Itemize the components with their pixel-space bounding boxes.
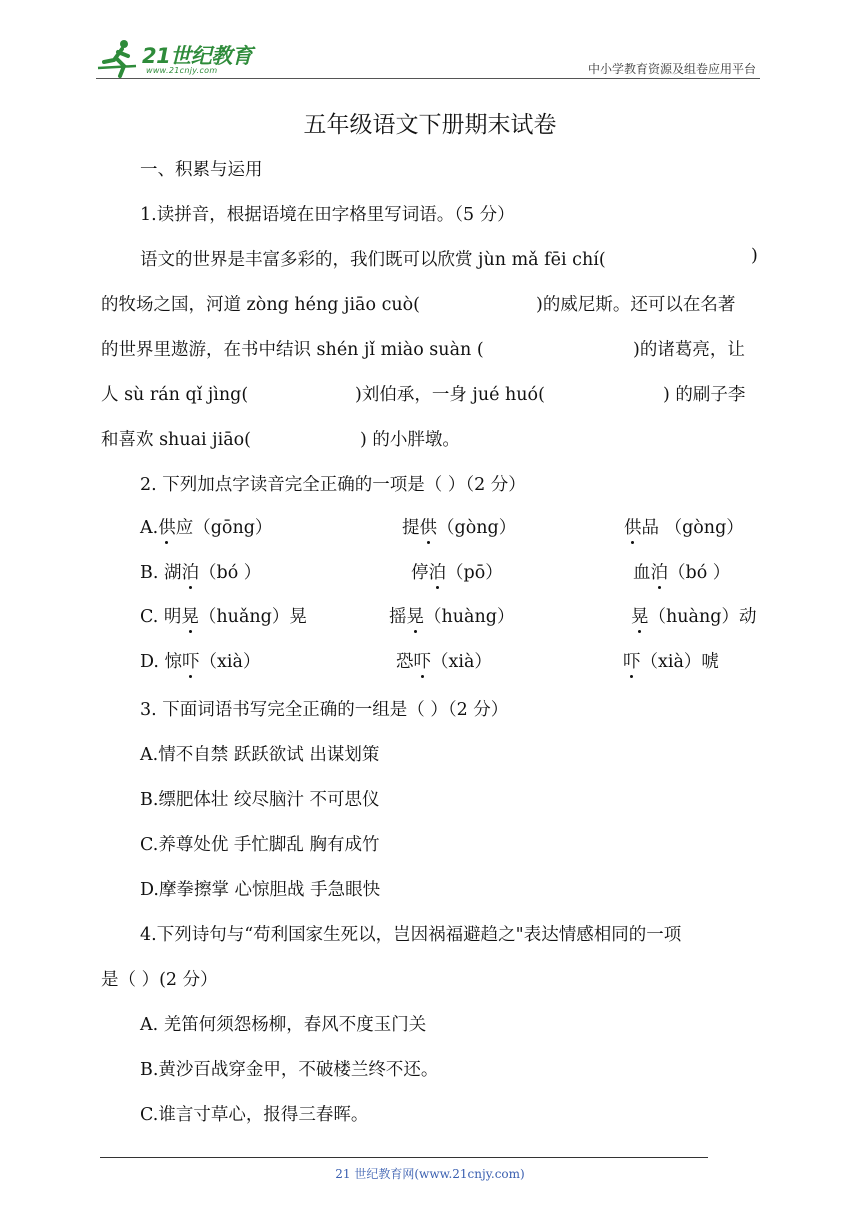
q2-option-b-2: 停泊（pō） [411, 559, 503, 584]
site-logo [96, 38, 266, 80]
q2-option-b-3: 血泊（bó ） [633, 559, 730, 584]
q4-option-b: B.黄沙百战穿金甲，不破楼兰终不还。 [140, 1060, 439, 1080]
q2-option-b-1: B. 湖泊（bó ） [140, 559, 261, 584]
q1-line-1-text: 语文的世界是丰富多彩的，我们既可以欣赏 jùn mǎ fēi chí( [140, 250, 606, 270]
header-divider [96, 78, 760, 79]
q1-line-5-tail: ) 的小胖墩。 [360, 430, 460, 450]
footer-link[interactable]: 21 世纪教育网(www.21cnjy.com) [335, 1167, 525, 1181]
question-1-stem: 1.读拼音，根据语境在田字格里写词语。（5 分） [140, 205, 515, 225]
q4-option-c: C.谁言寸草心，报得三春晖。 [140, 1105, 369, 1125]
q2-option-d-1: D. 惊吓（xià） [140, 648, 260, 673]
q2-option-a-3: 供品 （gòng） [624, 514, 744, 539]
logo-url: www.21cnjy.com [146, 66, 218, 75]
logo-text: 21世纪教育 [142, 44, 253, 68]
q2-option-c-3: 晃（huàng）动 [631, 603, 756, 628]
section-heading: 一、积累与运用 [140, 160, 263, 180]
q3-option-c: C.养尊处优 手忙脚乱 胸有成竹 [140, 835, 380, 855]
q1-line-2-tail: )的威尼斯。还可以在名著 [536, 295, 736, 315]
q1-line-2-text: 的牧场之国，河道 zòng héng jiāo cuò( [101, 295, 421, 315]
q4-option-a: A. 羌笛何须怨杨柳，春风不度玉门关 [140, 1015, 427, 1035]
runner-logo-icon [96, 38, 144, 78]
question-3-stem: 3. 下面词语书写完全正确的一组是（ ）（2 分） [140, 700, 509, 720]
header-platform-text: 中小学教育资源及组卷应用平台 [587, 62, 756, 76]
footer-divider [100, 1157, 708, 1158]
q1-line-3-tail: )的诸葛亮，让 [633, 340, 745, 360]
q2-option-c-1: C. 明晃（huǎng）晃 [140, 603, 307, 628]
page-title: 五年级语文下册期末试卷 [303, 112, 557, 138]
question-4-stem-2: 是（ ）(2 分） [101, 970, 218, 990]
q1-line-4-tail: ) 的刷子李 [663, 385, 746, 405]
q2-option-d-3: 吓（xià）唬 [623, 648, 719, 673]
q3-option-a: A.情不自禁 跃跃欲试 出谋划策 [140, 745, 380, 765]
q1-line-5-text: 和喜欢 shuai jiāo( [101, 430, 251, 450]
q2-option-a-2: 提供（gòng） [402, 514, 516, 539]
q1-line-4-mid: )刘伯承，一身 jué huó( [355, 385, 545, 405]
q3-option-d: D.摩拳擦掌 心惊胆战 手急眼快 [140, 880, 381, 900]
q2-option-c-2: 摇晃（huàng） [389, 603, 514, 628]
q1-line-3-text: 的世界里遨游，在书中结识 shén jǐ miào suàn ( [101, 340, 484, 360]
q1-line-4-text: 人 sù rán qǐ jìng( [101, 385, 249, 405]
q1-blank-1-close: ) [751, 246, 758, 266]
q2-option-d-2: 恐吓（xià） [396, 648, 492, 673]
q2-option-a-1: A.供应（gōng） [140, 514, 272, 539]
question-4-stem-1: 4.下列诗句与“苟利国家生死以，岂因祸福避趋之"表达情感相同的一项 [140, 925, 682, 945]
question-2-stem: 2. 下列加点字读音完全正确的一项是（ ）（2 分） [140, 475, 526, 495]
q3-option-b: B.缥肥体壮 绞尽脑汁 不可思仪 [140, 790, 380, 810]
